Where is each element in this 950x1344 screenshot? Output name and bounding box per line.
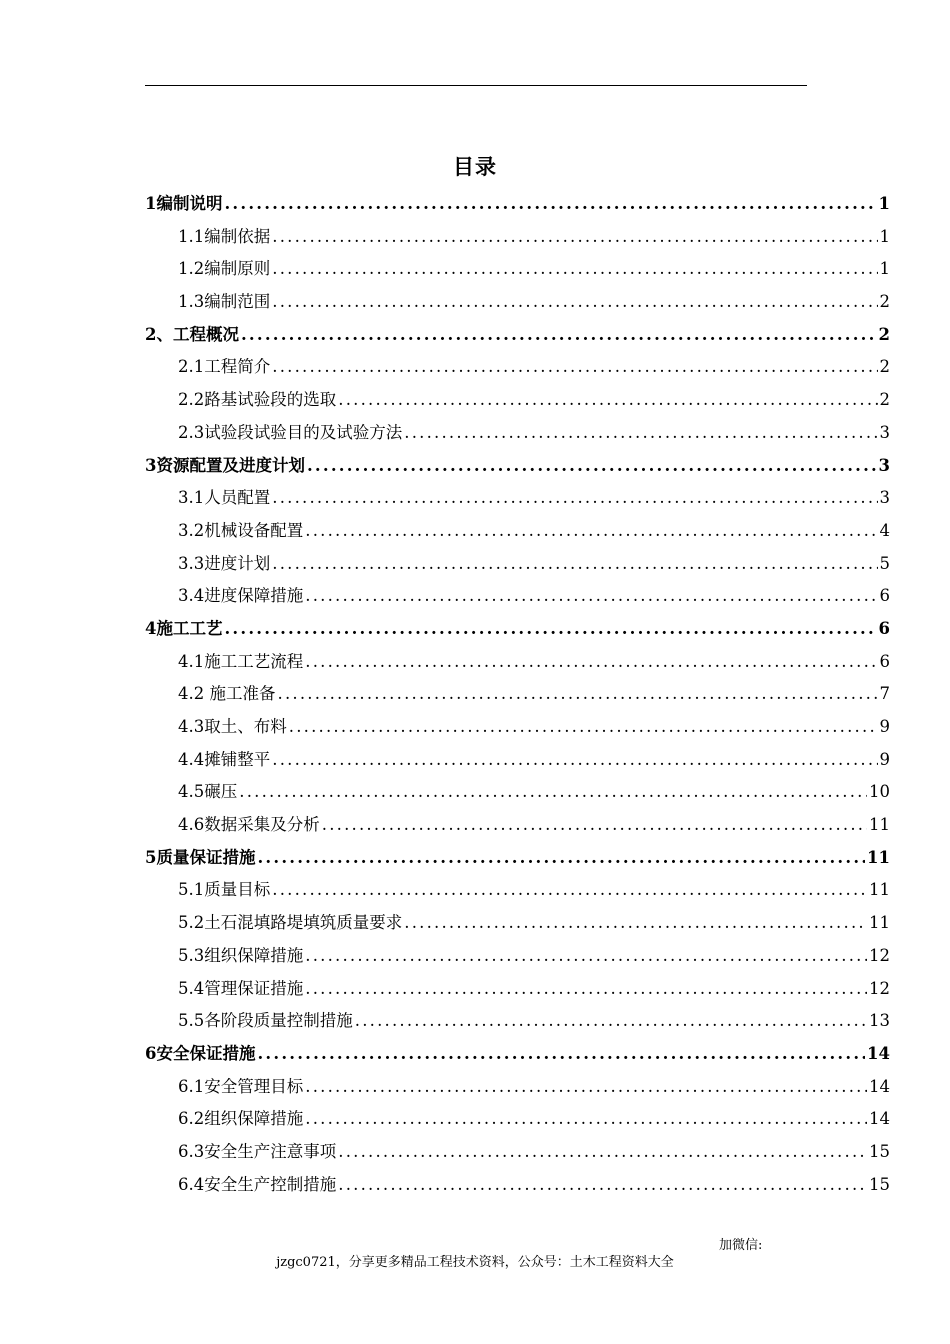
toc-entry-label: 5.3组织保障措施 <box>178 945 304 965</box>
toc-entry-page-number: 11 <box>869 815 890 835</box>
toc-entry-label: 6安全保证措施 <box>145 1043 256 1063</box>
toc-entry-page-number: 14 <box>869 1076 890 1096</box>
toc-entry-page-number: 5 <box>879 553 890 573</box>
toc-chapter-entry[interactable] <box>145 319 890 352</box>
toc-entry-label: 2.1工程简介 <box>178 357 271 377</box>
toc-entry-label: 3资源配置及进度计划 <box>145 455 305 475</box>
toc-leader-dots <box>241 319 877 352</box>
toc-entry-page-number: 11 <box>867 847 890 867</box>
toc-entry-label: 2、工程概况 <box>145 324 239 344</box>
toc-leader-dots <box>272 253 877 286</box>
toc-section-entry[interactable] <box>145 646 890 679</box>
toc-entry-label: 3.1人员配置 <box>178 488 271 508</box>
toc-entry-page-number: 12 <box>869 978 890 998</box>
toc-entry-label: 4.4摊铺整平 <box>178 749 271 769</box>
toc-entry-page-number: 2 <box>879 357 890 377</box>
toc-chapter-entry[interactable] <box>145 613 890 646</box>
toc-entry-label: 6.4安全生产控制措施 <box>178 1174 337 1194</box>
toc-entry-label: 5质量保证措施 <box>145 847 256 867</box>
toc-entry-label: 5.4管理保证措施 <box>178 978 304 998</box>
toc-leader-dots <box>305 940 867 973</box>
toc-entry-label: 4.3取土、布料 <box>178 717 287 736</box>
toc-leader-dots <box>278 678 878 711</box>
toc-entry-label: 1.3编制范围 <box>178 292 271 312</box>
toc-leader-dots <box>272 548 877 581</box>
toc-leader-dots <box>305 1103 867 1136</box>
toc-section-entry[interactable] <box>145 973 890 1006</box>
toc-entry-label: 4.1施工工艺流程 <box>178 651 304 671</box>
header-rule <box>145 85 807 86</box>
toc-section-entry[interactable] <box>145 221 890 254</box>
toc-entry-page-number: 9 <box>879 717 890 736</box>
toc-entry-page-number: 6 <box>879 651 890 671</box>
toc-entry-page-number: 2 <box>878 324 890 344</box>
toc-leader-dots <box>404 907 867 940</box>
toc-entry-page-number: 2 <box>879 292 890 312</box>
toc-section-entry[interactable] <box>145 580 890 613</box>
toc-leader-dots <box>305 973 867 1006</box>
toc-section-entry[interactable] <box>145 482 890 515</box>
toc-section-entry[interactable] <box>145 1169 890 1202</box>
toc-entry-page-number: 11 <box>869 913 890 933</box>
toc-entry-page-number: 7 <box>879 684 890 704</box>
toc-leader-dots <box>224 188 876 221</box>
toc-leader-dots <box>289 711 878 744</box>
toc-section-entry[interactable] <box>145 548 890 581</box>
toc-section-entry[interactable] <box>145 1071 890 1104</box>
toc-entry-label: 5.5各阶段质量控制措施 <box>178 1011 353 1031</box>
toc-leader-dots <box>355 1005 867 1038</box>
toc-entry-label: 4.5碾压 <box>178 782 238 802</box>
toc-leader-dots <box>272 221 877 254</box>
footer-wechat-label: 加微信: <box>719 1238 763 1253</box>
toc-leader-dots <box>224 613 876 646</box>
toc-section-entry[interactable] <box>145 1103 890 1136</box>
toc-entry-page-number: 11 <box>869 880 890 900</box>
toc-entry-page-number: 6 <box>879 586 890 606</box>
toc-section-entry[interactable] <box>145 417 890 450</box>
toc-section-entry[interactable] <box>145 907 890 940</box>
toc-leader-dots <box>338 1136 867 1169</box>
toc-leader-dots <box>239 776 867 809</box>
toc-section-entry[interactable] <box>145 776 890 809</box>
toc-leader-dots <box>404 417 877 450</box>
toc-entry-label: 6.2组织保障措施 <box>178 1109 304 1129</box>
toc-section-entry[interactable] <box>145 744 890 777</box>
toc-entry-page-number: 14 <box>867 1043 890 1063</box>
toc-chapter-entry[interactable] <box>145 842 890 875</box>
toc-entry-label: 2.2路基试验段的选取 <box>178 390 337 410</box>
toc-entry-page-number: 12 <box>869 945 890 965</box>
toc-entry-page-number: 15 <box>869 1174 890 1194</box>
toc-leader-dots <box>272 286 877 319</box>
toc-section-entry[interactable] <box>145 1005 890 1038</box>
toc-entry-label: 5.2土石混填路堤填筑质量要求 <box>178 913 403 933</box>
toc-entry-page-number: 9 <box>879 749 890 769</box>
toc-leader-dots <box>305 1071 867 1104</box>
toc-entry-page-number: 13 <box>869 1011 890 1031</box>
toc-entry-label: 3.2机械设备配置 <box>178 520 304 540</box>
toc-chapter-entry[interactable] <box>145 450 890 483</box>
footer-share-text: jzgc0721，分享更多精品工程技术资料，公众号：土木工程资料大全 <box>276 1255 674 1270</box>
toc-entry-label: 3.4进度保障措施 <box>178 586 304 606</box>
toc-section-entry[interactable] <box>145 940 890 973</box>
toc-leader-dots <box>272 874 867 907</box>
toc-leader-dots <box>305 580 877 613</box>
toc-entry-page-number: 1 <box>878 194 890 213</box>
toc-entry-page-number: 2 <box>879 390 890 410</box>
toc-entry-page-number: 6 <box>878 618 890 638</box>
toc-section-entry[interactable] <box>145 678 890 711</box>
toc-entry-page-number: 1 <box>879 259 890 279</box>
toc-leader-dots <box>272 482 877 515</box>
toc-leader-dots <box>305 646 877 679</box>
toc-chapter-entry[interactable] <box>145 1038 890 1071</box>
toc-section-entry[interactable] <box>145 874 890 907</box>
toc-entry-label: 4.2 施工准备 <box>178 684 276 704</box>
toc-section-entry[interactable] <box>145 515 890 548</box>
toc-entry-label: 6.1安全管理目标 <box>178 1076 304 1096</box>
toc-entry-label: 1.2编制原则 <box>178 259 271 279</box>
toc-entry-label: 3.3进度计划 <box>178 553 271 573</box>
toc-leader-dots <box>338 384 877 417</box>
toc-entry-page-number: 3 <box>879 422 890 442</box>
toc-leader-dots <box>338 1169 867 1202</box>
toc-leader-dots <box>272 744 877 777</box>
toc-entry-label: 2.3试验段试验目的及试验方法 <box>178 422 403 442</box>
toc-section-entry[interactable] <box>145 711 890 744</box>
toc-leader-dots <box>305 515 877 548</box>
toc-entry-label: 1.1编制依据 <box>178 226 271 246</box>
toc-section-entry[interactable] <box>145 351 890 384</box>
toc-leader-dots <box>257 1038 865 1071</box>
toc-entry-page-number: 3 <box>878 455 890 475</box>
toc-entry-page-number: 4 <box>879 520 890 540</box>
toc-entry-page-number: 10 <box>869 782 890 802</box>
toc-entry-page-number: 1 <box>879 226 890 246</box>
toc-entry-page-number: 3 <box>879 488 890 508</box>
toc-section-entry[interactable] <box>145 1136 890 1169</box>
toc-entry-label: 1编制说明 <box>145 194 223 213</box>
toc-leader-dots <box>257 842 865 875</box>
toc-section-entry[interactable] <box>145 253 890 286</box>
toc-entry-page-number: 14 <box>869 1109 890 1129</box>
toc-section-entry[interactable] <box>145 384 890 417</box>
toc-entry-label: 4.6数据采集及分析 <box>178 815 320 835</box>
toc-entry-page-number: 15 <box>869 1141 890 1161</box>
toc-entry-label: 4施工工艺 <box>145 618 223 638</box>
page-title: 目录 <box>453 155 497 179</box>
toc-leader-dots <box>322 809 867 842</box>
table-of-contents <box>145 188 890 1201</box>
toc-section-entry[interactable] <box>145 809 890 842</box>
toc-section-entry[interactable] <box>145 286 890 319</box>
toc-entry-label: 5.1质量目标 <box>178 880 271 900</box>
toc-leader-dots <box>272 351 877 384</box>
toc-chapter-entry[interactable] <box>145 188 890 221</box>
toc-entry-label: 6.3安全生产注意事项 <box>178 1141 337 1161</box>
toc-leader-dots <box>307 450 877 483</box>
